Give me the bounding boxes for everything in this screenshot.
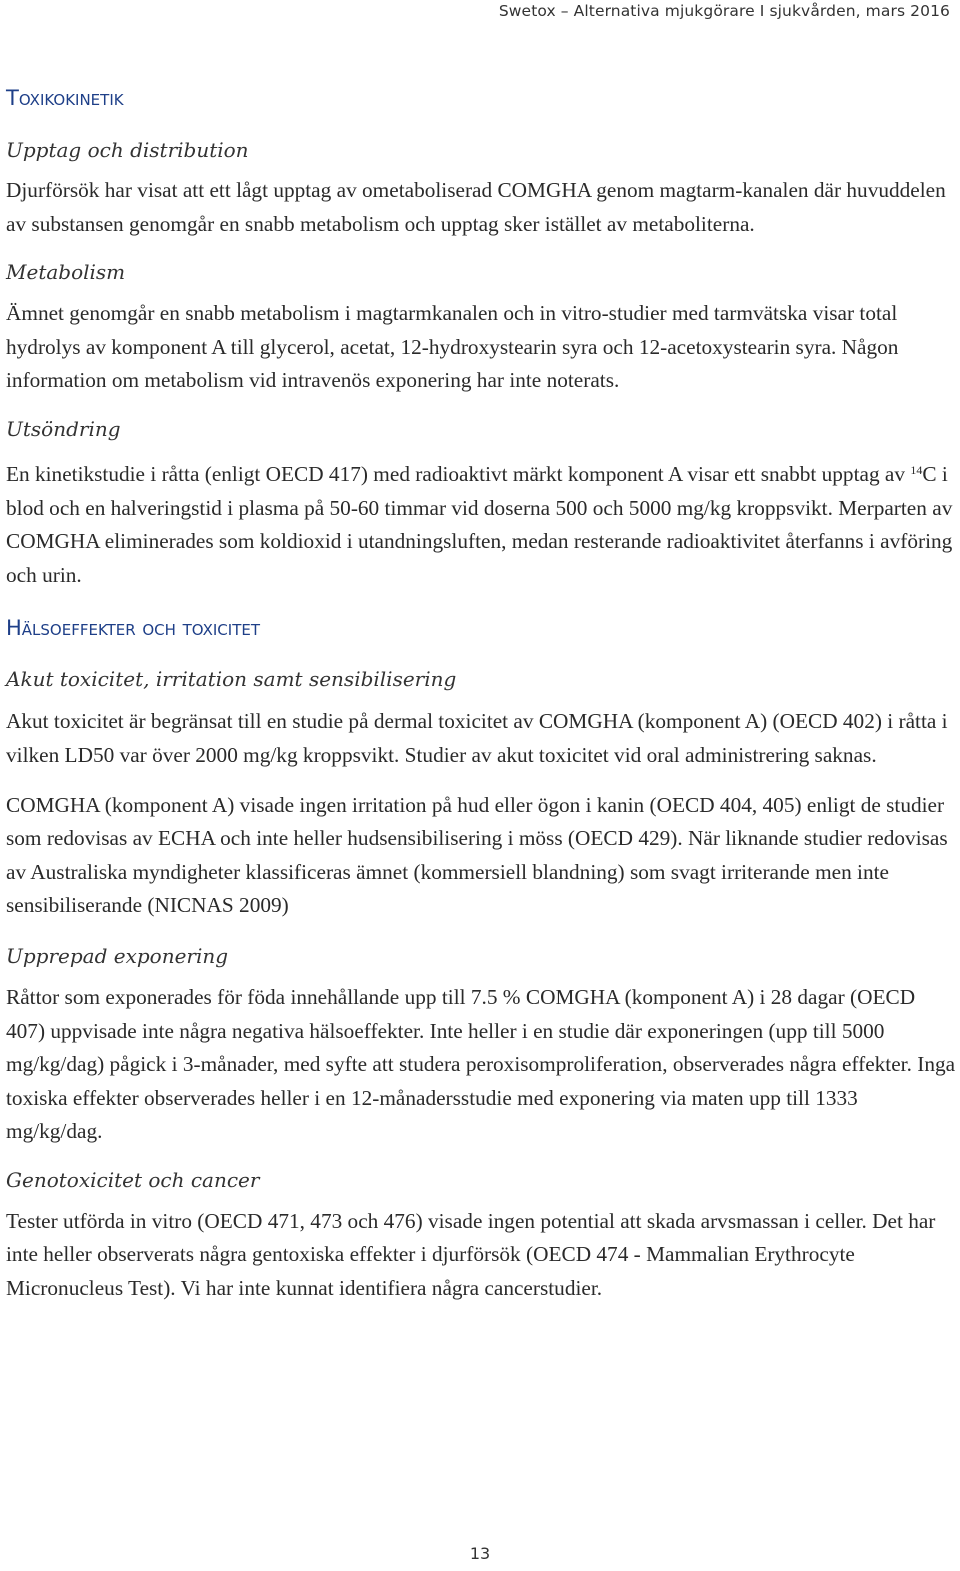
subheading-akut-toxicitet: Akut toxicitet, irritation samt sensibilisering xyxy=(6,667,457,692)
subheading-upptag: Upptag och distribution xyxy=(6,138,249,162)
paragraph-irritation: COMGHA (komponent A) visade ingen irritation på hud eller ögon i kanin (OECD 404, 405) enligt de studier som redovisas av ECHA och inte heller hudsensibilisering i möss (OECD 429). När liknande studier redovisas av Australiska myndigheter klassificeras ämnet (kommersiell blandning) som svagt irriterande men inte sensibiliserande (NICNAS 2009) xyxy=(6,792,948,918)
running-header: Swetox – Alternativa mjukgörare I sjukvården, mars 2016 xyxy=(498,2,950,20)
isotope-superscript: 14 xyxy=(910,462,923,477)
paragraph-upptag: Djurförsök har visat att ett lågt upptag av ometaboliserad COMGHA genom magtarm-kanalen där huvuddelen av substansen genomgår en snabb metabolism och upptag sker istället av metaboliterna. xyxy=(6,178,946,236)
page-number: 13 xyxy=(469,1544,491,1563)
paragraph-metabolism: Ämnet genomgår en snabb metabolism i magtarmkanalen och in vitro-studier med tarmvätska visar total hydrolys av komponent A till glycerol, acetat, 12-hydroxystearin syra och 12-acetoxystearin syra. Någon information om metabolism vid intravenös exponering har inte noterats. xyxy=(6,301,899,393)
paragraph-upprepad-exponering: Råttor som exponerades för föda innehållande upp till 7.5 % COMGHA (komponent A) i 28 dagar (OECD 407) uppvisade inte några negativa hälsoeffekter. Inte heller i en studie där exponeringen (upp till 5000 mg/kg/dag) pågick i 3-månader, med syfte att studera peroxisomproliferation, observerades några effekter. Inga toxiska effekter observerades heller i en 12-månadersstudie med exponering via maten upp till 1333 mg/kg/dag. xyxy=(6,984,956,1144)
section-heading-toxikokinetik: Toxikokinetik xyxy=(6,86,124,110)
page-content xyxy=(6,82,956,1306)
paragraph-utsondring xyxy=(6,454,956,592)
utsondring-text-part-2: C i blod och en halveringstid i plasma på 50-60 timmar vid doserna 500 och 5000 mg/kg kroppsvikt. Merparten av COMGHA eliminerades som koldioxid i utandningsluften, medan resterande radioaktivitet återfanns i avföring och urin. xyxy=(6,461,953,587)
subheading-metabolism: Metabolism xyxy=(6,260,126,285)
paragraph-akut-toxicitet: Akut toxicitet är begränsat till en studie på dermal toxicitet av COMGHA (komponent A) (OECD 402) i råtta i vilken LD50 var över 2000 mg/kg kroppsvikt. Studier av akut toxicitet vid oral administrering saknas. xyxy=(6,709,948,767)
subheading-genotoxicitet: Genotoxicitet och cancer xyxy=(6,1167,260,1192)
utsondring-text-part-1: En kinetikstudie i råtta (enligt OECD 417) med radioaktivt märkt komponent A visar ett snabbt upptag av xyxy=(6,461,911,486)
section-heading-halsoeffekter: Hälsoeffekter och toxicitet xyxy=(6,616,261,641)
subheading-utsondring: Utsöndring xyxy=(6,416,121,441)
paragraph-genotoxicitet: Tester utförda in vitro (OECD 471, 473 och 476) visade ingen potential att skada arvsmassan i celler. Det har inte heller observerats några gentoxiska effekter i djurförsök (OECD 474 - Mammalian Erythrocyte Micronucleus Test). Vi har inte kunnat identifiera några cancerstudier. xyxy=(6,1208,936,1301)
subheading-upprepad-exponering: Upprepad exponering xyxy=(6,943,229,968)
